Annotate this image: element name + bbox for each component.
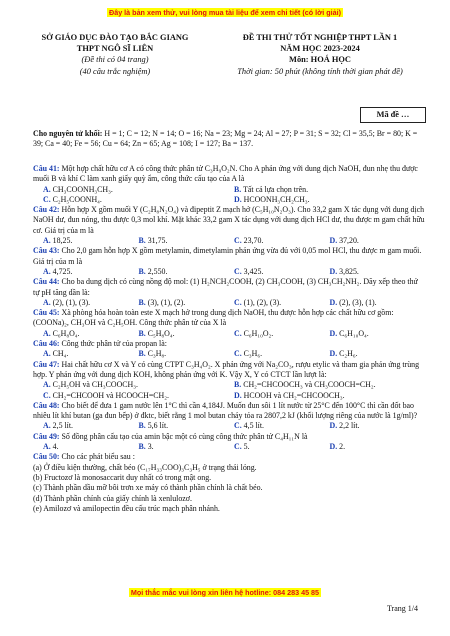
answer-options bbox=[43, 236, 425, 246]
answer-option-b: B. 3. bbox=[138, 442, 154, 452]
answer-option-d: D. HCOOH và CH₂=CHCOOCH₃. bbox=[234, 390, 345, 400]
question-46 bbox=[33, 339, 425, 360]
answer-option-b: B. C₅H₈O₄. bbox=[138, 328, 175, 338]
answer-options bbox=[43, 185, 425, 206]
question-label: Câu 47: bbox=[33, 359, 60, 369]
atomic-label: Cho nguyên tử khối: bbox=[33, 129, 103, 138]
promo-banner-bottom bbox=[0, 588, 450, 597]
question-text: Cho ba dung dịch có cùng nồng độ mol: (1) H₂NCH₂COOH, (2) CH₃COOH, (3) CH₃CH₂NH₂. Dãy xếp theo thứ tự pH tăng dần là: bbox=[33, 277, 418, 297]
question-text: Cho các phát biểu sau : bbox=[59, 452, 135, 462]
question-43 bbox=[33, 246, 425, 277]
answer-option-d: D. (2), (3), (1). bbox=[329, 297, 377, 307]
question-text: Xà phòng hóa hoàn toàn este X mạch hở trong dung dịch NaOH, thu được hỗn hợp các chất hữu cơ gồm: (COONa)₂, CH₃OH và C₂H₅OH. Công thức phân tử của X là bbox=[33, 308, 394, 328]
answer-options bbox=[43, 298, 425, 308]
answer-option-d: D. 37,20. bbox=[329, 236, 359, 246]
statement-c: (c) Thành phần dầu mỡ bôi trơn xe máy có thành phần chính là chất béo. bbox=[33, 483, 263, 493]
question-label: Câu 50: bbox=[33, 452, 60, 462]
duration-note: Thời gian: 50 phút (không tính thời gian phát đề) bbox=[237, 66, 403, 76]
answer-option-d: D. 2,2 lít. bbox=[329, 421, 360, 431]
answer-options bbox=[43, 421, 425, 431]
page-number: Trang 1/4 bbox=[386, 604, 418, 613]
question-text: Số đồng phân cấu tạo của amin bậc một có cùng công thức phân tử C₄H₁₁N là bbox=[59, 431, 308, 441]
answer-option-c: C. C₃H₆. bbox=[234, 349, 263, 359]
question-text: Hỗn hợp X gồm muối Y (C₂H₈N₂O₄) và đipeptit Z mạch hở (C₅H₁₀N₂O₃). Cho 33,2 gam X tác dụng với dung dịch NaOH dư, đun nóng, thu được 0,3 mol khí. Mặt khác 33,2 gam X tác dụng với dung dịch HCl dư, thu được m gam chất hữu cơ. Giá trị của m là bbox=[33, 205, 425, 235]
question-48 bbox=[33, 401, 425, 432]
question-45 bbox=[33, 308, 425, 339]
answer-option-a: A. CH₄. bbox=[43, 349, 69, 359]
answer-option-a: A. C₂H₅OH và CH₃COOCH₃. bbox=[43, 380, 138, 390]
answer-options bbox=[43, 442, 425, 452]
question-label: Câu 44: bbox=[33, 277, 60, 287]
question-text: Cho 2,0 gam hỗn hợp X gồm metylamin, đimetylamin phản ứng vừa đủ với 0,05 mol HCl, thu được m gam muối. Giá trị của m là bbox=[33, 246, 422, 266]
answer-option-c: C. C₂H₅COONH₄. bbox=[43, 194, 102, 204]
question-42 bbox=[33, 205, 425, 246]
answer-option-a: A. 4,725. bbox=[43, 266, 73, 276]
subject: Môn: HOÁ HỌC bbox=[289, 55, 351, 65]
page-count-note: (Đề thi có 04 trang) bbox=[81, 55, 149, 65]
answer-option-d: D. C₂H₆. bbox=[329, 349, 358, 359]
answer-option-b: B. Tất cả lựa chọn trên. bbox=[234, 184, 309, 194]
question-label: Câu 43: bbox=[33, 246, 60, 256]
answer-option-a: A. 18,25. bbox=[43, 236, 73, 246]
school-year: NĂM HỌC 2023-2024 bbox=[280, 44, 360, 54]
answer-options bbox=[43, 267, 425, 277]
school-name: THPT NGÔ SĨ LIÊN bbox=[76, 44, 154, 54]
question-label: Câu 42: bbox=[33, 205, 60, 215]
question-text: Một hợp chất hữu cơ A có công thức phân tử C₃H₉O₂N. Cho A phản ứng với dung dịch NaOH, đun nhẹ thu được muối B và khí C làm xanh giấy quỳ ẩm, công thức cấu tạo của A là bbox=[33, 164, 418, 184]
question-label: Câu 49: bbox=[33, 431, 60, 441]
answer-option-d: D. 2. bbox=[329, 442, 346, 452]
question-label: Câu 45: bbox=[33, 308, 60, 318]
header-school bbox=[40, 32, 190, 77]
answer-option-d: D. C₆H₁₀O₄. bbox=[329, 328, 369, 338]
statement-d: (d) Thành phần chính của giấy chính là xenlulozơ. bbox=[33, 493, 192, 503]
questions-list bbox=[33, 164, 425, 514]
answer-option-a: A. CH₃COONH₃CH₃. bbox=[43, 184, 113, 194]
question-49 bbox=[33, 432, 425, 453]
question-41 bbox=[33, 164, 425, 205]
answer-option-d: D. HCOONH₃CH₂CH₃. bbox=[234, 194, 310, 204]
exam-title: ĐỀ THI THỬ TỐT NGHIỆP THPT LẦN 1 bbox=[242, 33, 398, 42]
answer-option-c: C. C₆H₁₀O₂. bbox=[234, 328, 274, 338]
hotline-text: Mọi thắc mắc vui lòng xin liên hệ hotline: 084 283 45 85 bbox=[130, 588, 320, 597]
answer-option-c: C. 23,70. bbox=[234, 236, 264, 246]
answer-option-a: A. 4. bbox=[43, 442, 59, 452]
answer-option-b: B. CH₂=CHCOOCH₃ và CH₃COOCH=CH₂. bbox=[234, 380, 376, 390]
question-label: Câu 48: bbox=[33, 400, 60, 410]
answer-option-b: B. (3), (1), (2). bbox=[138, 297, 186, 307]
answer-option-c: C. CH₂=CHCOOH và HCOOCH=CH₂. bbox=[43, 390, 169, 400]
answer-option-c: C. 3,425. bbox=[234, 266, 264, 276]
question-44 bbox=[33, 277, 425, 308]
header-exam bbox=[200, 32, 440, 77]
promo-text: Đây là bản xem thử, vui lòng mua tài liệu để xem chi tiết (có lời giải) bbox=[109, 8, 341, 17]
statement-a: (a) Ở điều kiện thường, chất béo (C₁₇H₃₃COO)₃C₃H₅ ở trạng thái lỏng. bbox=[33, 462, 257, 472]
answer-option-c: C. 5. bbox=[234, 442, 250, 452]
question-text: Hai chất hữu cơ X và Y có cùng CTPT C₃H₄O₂. X phản ứng với Na₂CO₃, rượu etylic và tham gia phản ứng trùng hợp. Y phản ứng với dung dịch KOH, không phản ứng với K. Vậy X, Y có CTCT lần lượt là: bbox=[33, 359, 420, 379]
answer-option-a: A. 2,5 lít. bbox=[43, 421, 74, 431]
question-label: Câu 46: bbox=[33, 339, 60, 349]
answer-options bbox=[43, 349, 425, 359]
statement-e: (e) Amilozơ và amilopectin đều cấu trúc mạch phân nhánh. bbox=[33, 503, 220, 513]
promo-banner-top bbox=[0, 8, 450, 17]
exam-code-box: Mã đề … bbox=[360, 107, 426, 123]
atomic-values: H = 1; C = 12; N = 14; O = 16; Na = 23; Mg = 24; Al = 27; P = 31; S = 32; Cl = 35,5; Br = 80; K = 39; Ca = 40; Fe = 56; Cu = 64; Zn = 65; Ag = 108; I = 127; Ba = 137. bbox=[33, 129, 418, 149]
question-47 bbox=[33, 360, 425, 401]
answer-option-c: C. 4,5 lít. bbox=[234, 421, 265, 431]
answer-option-b: B. C₃H₈. bbox=[138, 349, 167, 359]
question-label: Câu 41: bbox=[33, 164, 60, 173]
answer-options bbox=[43, 380, 425, 401]
answer-options bbox=[43, 329, 425, 339]
question-50 bbox=[33, 452, 425, 514]
answer-option-d: D. 3,825. bbox=[329, 266, 359, 276]
question-text: Cho biết để đưa 1 gam nước lên 1°C thì cần 4,184J. Muốn đun sôi 1 lít nước từ 25°C đến 100°C thì cần đốt bao nhiêu lít khí butan (ga đun bếp) ở đktc, biết rằng 1 mol butan cháy tỏa ra 2807,2 kJ (khối lượng riêng của nước là 1g/ml)? bbox=[33, 400, 418, 421]
answer-option-a: A. C₆H₈O₄. bbox=[43, 328, 80, 338]
question-text: Công thức phân tử của propan là: bbox=[59, 339, 167, 349]
answer-option-b: B. 5,6 lít. bbox=[138, 421, 169, 431]
answer-option-c: C. (1), (2), (3). bbox=[234, 297, 282, 307]
answer-option-b: B. 2,550. bbox=[138, 266, 168, 276]
department-name: SỞ GIÁO DỤC ĐÀO TẠO BẮC GIANG bbox=[41, 33, 189, 42]
answer-option-a: A. (2), (1), (3). bbox=[43, 297, 91, 307]
answer-option-b: B. 31,75. bbox=[138, 236, 168, 246]
atomic-masses bbox=[33, 129, 425, 149]
statement-b: (b) Fructozơ là monosaccarit duy nhất có trong mật ong. bbox=[33, 472, 212, 482]
question-count-note: (40 câu trắc nghiệm) bbox=[79, 66, 151, 76]
